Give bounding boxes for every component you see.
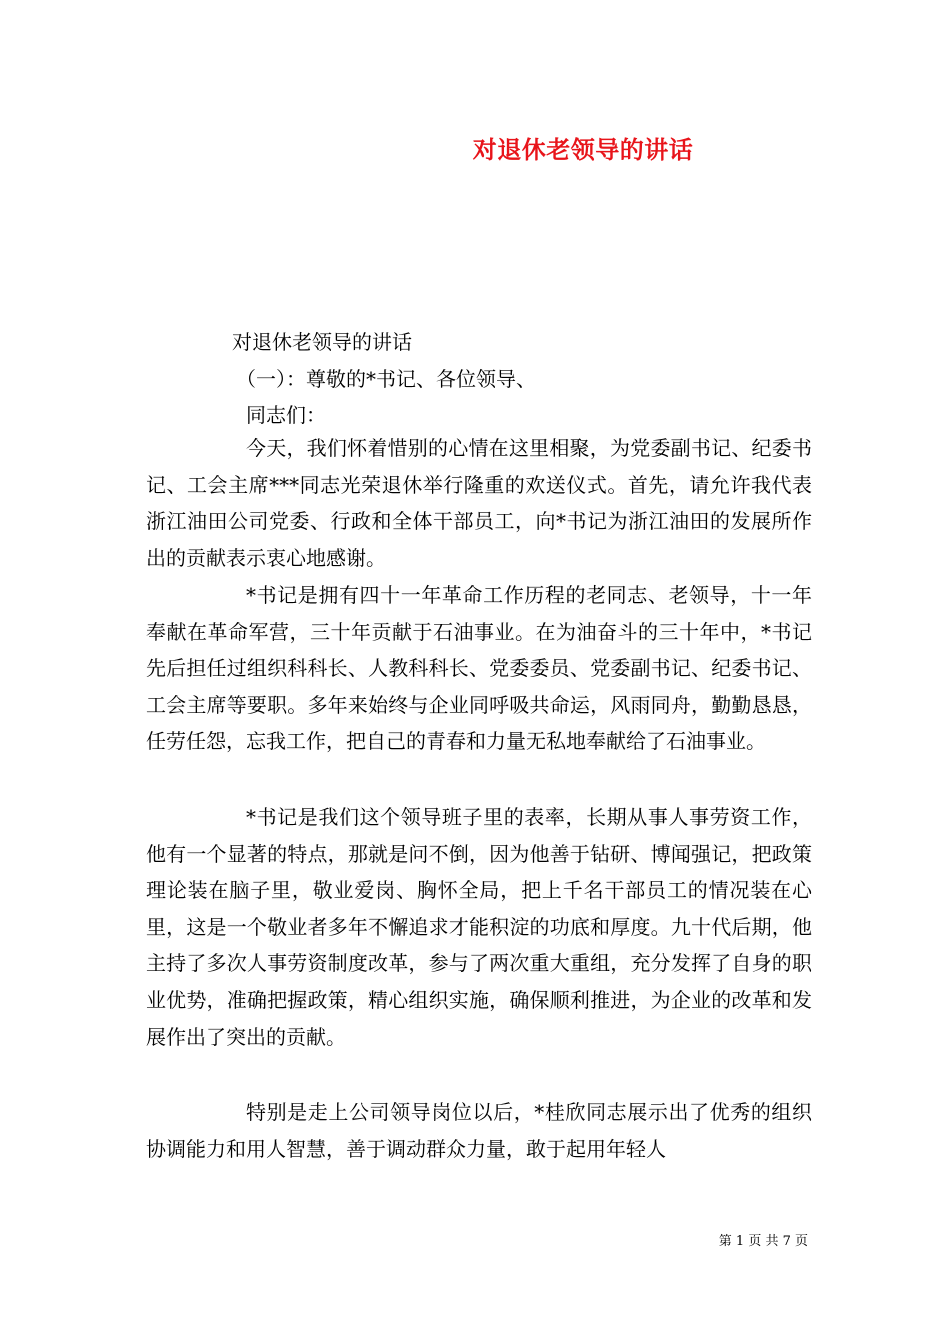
page-number: 第 1 页 共 7 页 <box>718 1234 808 1249</box>
document-title: 对退休老领导的讲话 <box>472 135 694 164</box>
address-line: 同志们： <box>246 403 326 427</box>
paragraph-4: 特别是走上公司领导岗位以后，*桂欣同志展示出了优秀的组织协调能力和用人智慧，善于调动群众力量，敢于起用年轻人 <box>146 1100 812 1161</box>
paragraph-1: 今天，我们怀着惜别的心情在这里相聚，为党委副书记、纪委书记、工会主席***同志光荣退休举行隆重的欢送仪式。首先，请允许我代表浙江油田公司党委、行政和全体干部员工，向*书记为浙江油田的发展所作出的贡献表示衷心地感谢。 <box>146 436 812 570</box>
paragraph-3: *书记是我们这个领导班子里的表率，长期从事人事劳资工作，他有一个显著的特点，那就是问不倒，因为他善于钻研、博闻强记，把政策理论装在脑子里，敬业爱岗、胸怀全局，把上千名干部员工的情况装在心里，这是一个敬业者多年不懈追求才能积淀的功底和厚度。九十代后期，他主持了多次人事劳资制度改革，参与了两次重大重组，充分发挥了自身的职业优势，准确把握政策，精心组织实施，确保顺利推进，为企业的改革和发展作出了突出的贡献。 <box>146 805 812 1049</box>
document-subtitle: 对退休老领导的讲话 <box>232 330 412 354</box>
salutation: （一）：尊敬的*书记、各位领导、 <box>236 367 536 391</box>
paragraph-2: *书记是拥有四十一年革命工作历程的老同志、老领导，十一年奉献在革命军营，三十年贡献于石油事业。在为油奋斗的三十年中，*书记先后担任过组织科科长、人教科科长、党委委员、党委副书记、纪委书记、工会主席等要职。多年来始终与企业同呼吸共命运，风雨同舟，勤勤恳恳，任劳任怨，忘我工作，把自己的青春和力量无私地奉献给了石油事业。 <box>146 583 812 754</box>
